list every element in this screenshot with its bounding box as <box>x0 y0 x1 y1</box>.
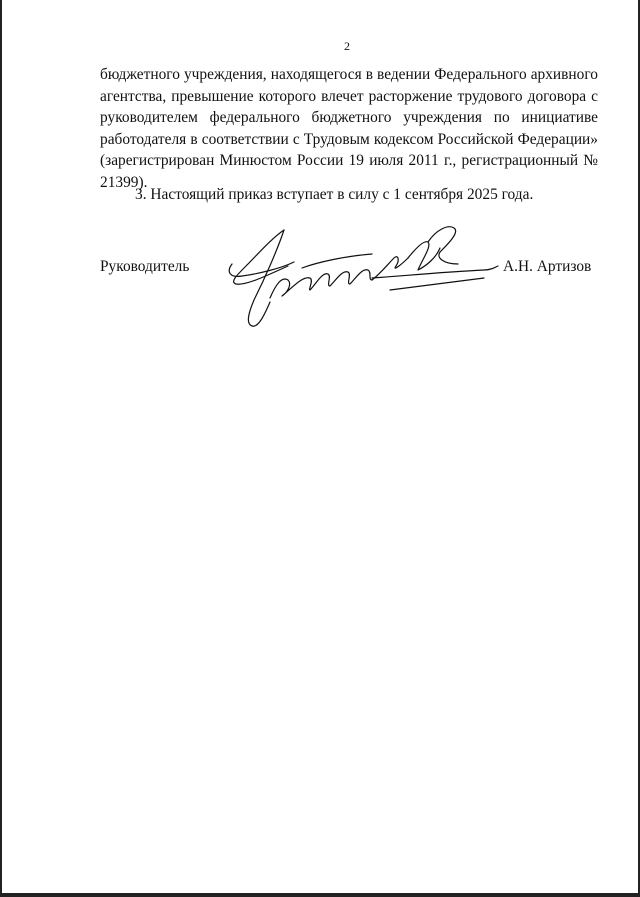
body-text <box>100 64 598 194</box>
page-number: 2 <box>344 39 350 53</box>
clause-3: 3. Настоящий приказ вступает в силу с 1 сентября 2025 года. <box>135 186 534 203</box>
paragraph-continuation: бюджетного учреждения, находящегося в ведении Федерального архивного агентства, превышение которого влечет расторжение трудового договора с руководителем федерального бюджетного учреждения по инициативе работодателя в соответствии с Трудовым кодексом Российской Федерации» (зарегистрирован Минюстом России 19 июля 2011 г., регистрационный № 21399). <box>100 66 598 191</box>
scan-edge-bottom <box>0 893 640 897</box>
signatory-name: А.Н. Артизов <box>503 258 592 275</box>
signatory-title: Руководитель <box>100 258 190 275</box>
signature-icon <box>222 218 502 333</box>
scan-edge-left <box>0 0 2 897</box>
